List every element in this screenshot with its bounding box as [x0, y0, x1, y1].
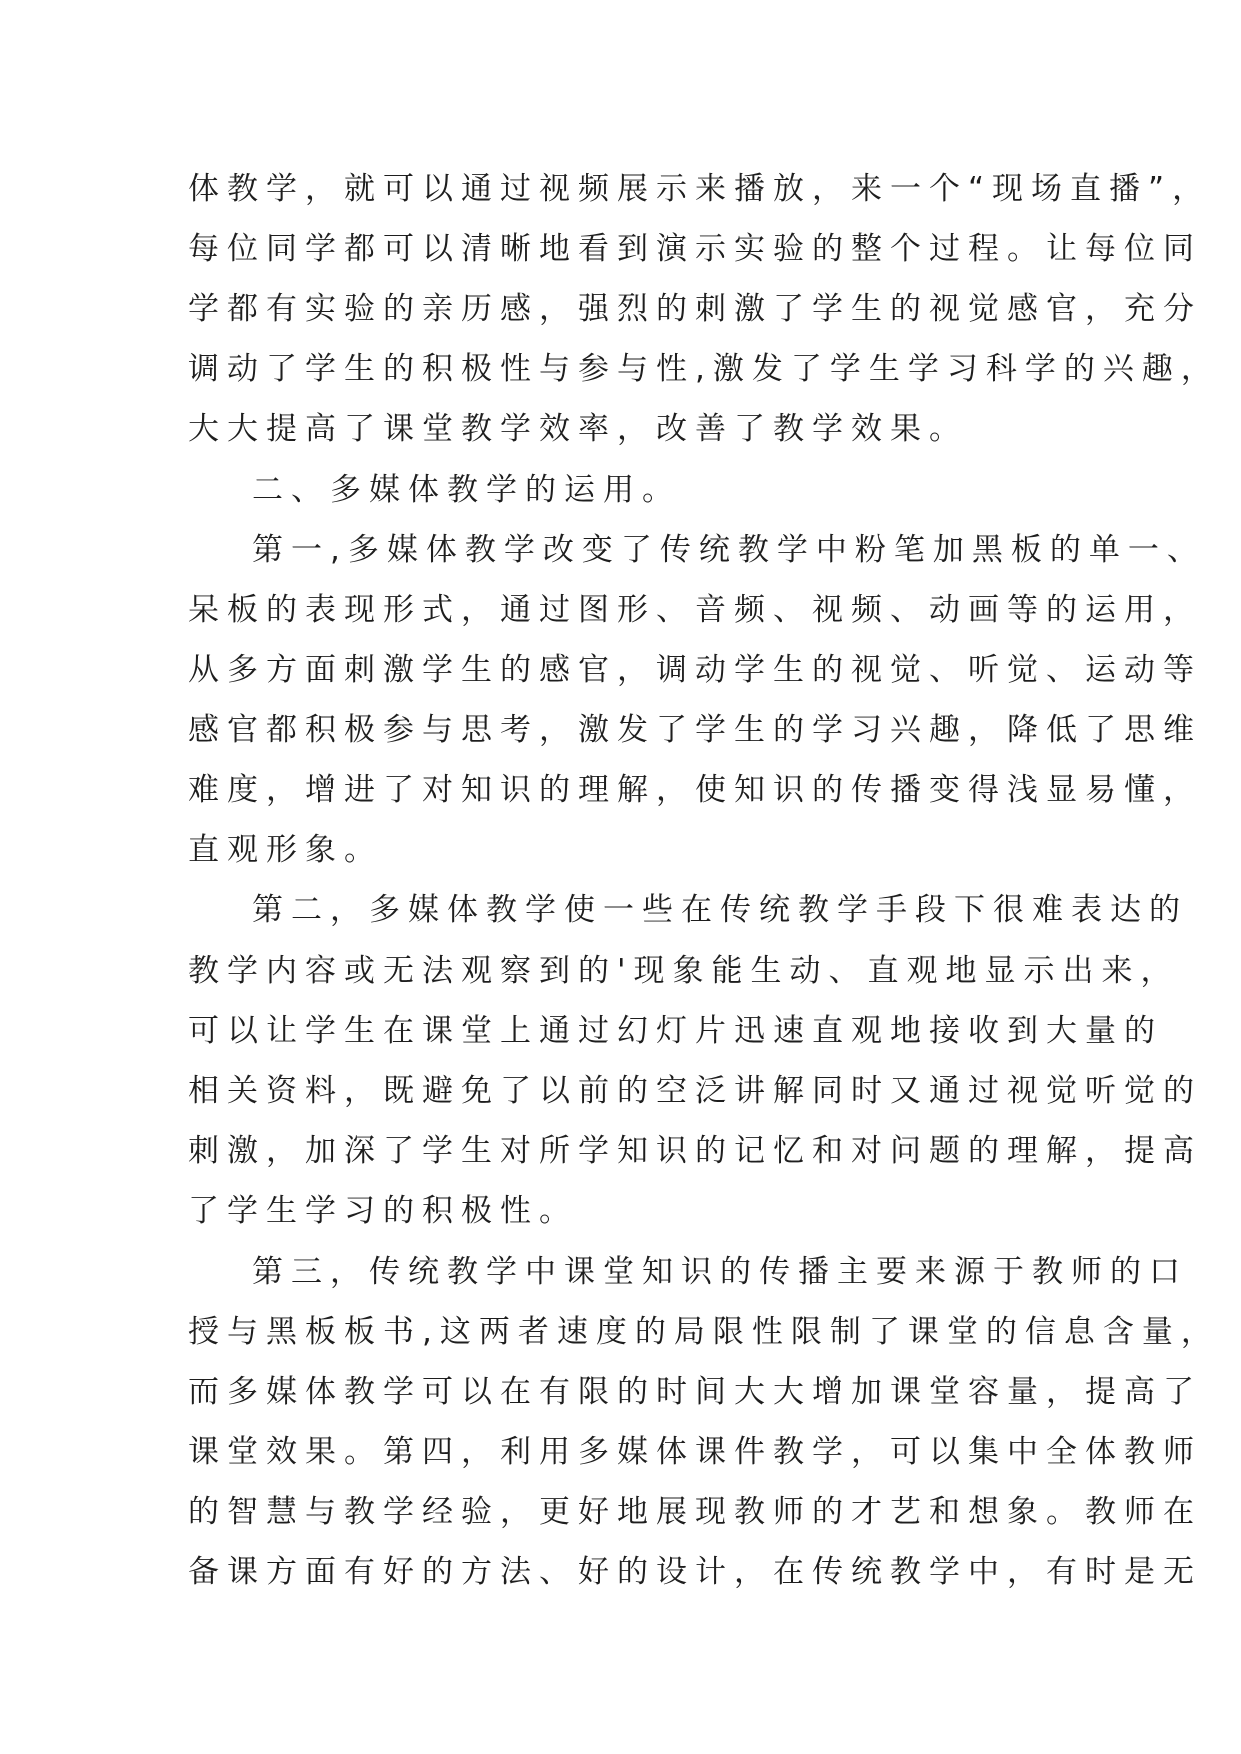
text-line: 调动了学生的积极性与参与性,激发了学生学习科学的兴趣，	[188, 351, 1220, 387]
text-line: 相关资料，既避免了以前的空泛讲解同时又通过视觉听觉的	[188, 1073, 1202, 1109]
text-line: 大大提高了课堂教学效率，改善了教学效果。	[188, 411, 968, 447]
text-line: 的智慧与教学经验，更好地展现教师的才艺和想象。教师在	[188, 1494, 1202, 1530]
text-line: 授与黑板板书,这两者速度的局限性限制了课堂的信息含量，	[188, 1314, 1220, 1350]
text-line: 而多媒体教学可以在有限的时间大大增加课堂容量，提高了	[188, 1374, 1202, 1410]
text-line: 体教学，就可以通过视频展示来播放，来一个“现场直播”，	[188, 171, 1212, 207]
text-line: 第一,多媒体教学改变了传统教学中粉笔加黑板的单一、	[252, 532, 1206, 568]
text-line: 教学内容或无法观察到的'现象能生动、直观地显示出来，	[188, 953, 1180, 989]
text-line: 了学生学习的积极性。	[188, 1193, 578, 1229]
text-line: 可以让学生在课堂上通过幻灯片迅速直观地接收到大量的	[188, 1013, 1163, 1049]
text-line: 呆板的表现形式，通过图形、音频、视频、动画等的运用，	[188, 592, 1202, 628]
section-heading: 二、多媒体教学的运用。	[252, 472, 681, 508]
text-line: 每位同学都可以清晰地看到演示实验的整个过程。让每位同	[188, 231, 1202, 267]
text-line: 难度，增进了对知识的理解，使知识的传播变得浅显易懂，	[188, 772, 1202, 808]
text-line: 学都有实验的亲历感，强烈的刺激了学生的视觉感官，充分	[188, 291, 1202, 327]
text-line: 第二，多媒体教学使一些在传统教学手段下很难表达的	[252, 892, 1188, 928]
text-line: 第三，传统教学中课堂知识的传播主要来源于教师的口	[252, 1254, 1188, 1290]
text-line: 刺激，加深了学生对所学知识的记忆和对问题的理解，提高	[188, 1133, 1202, 1169]
text-line: 直观形象。	[188, 832, 383, 868]
text-line: 从多方面刺激学生的感官，调动学生的视觉、听觉、运动等	[188, 652, 1202, 688]
text-line: 备课方面有好的方法、好的设计，在传统教学中，有时是无	[188, 1554, 1202, 1590]
text-line: 感官都积极参与思考，激发了学生的学习兴趣，降低了思维	[188, 712, 1202, 748]
text-line: 课堂效果。第四，利用多媒体课件教学，可以集中全体教师	[188, 1434, 1202, 1470]
